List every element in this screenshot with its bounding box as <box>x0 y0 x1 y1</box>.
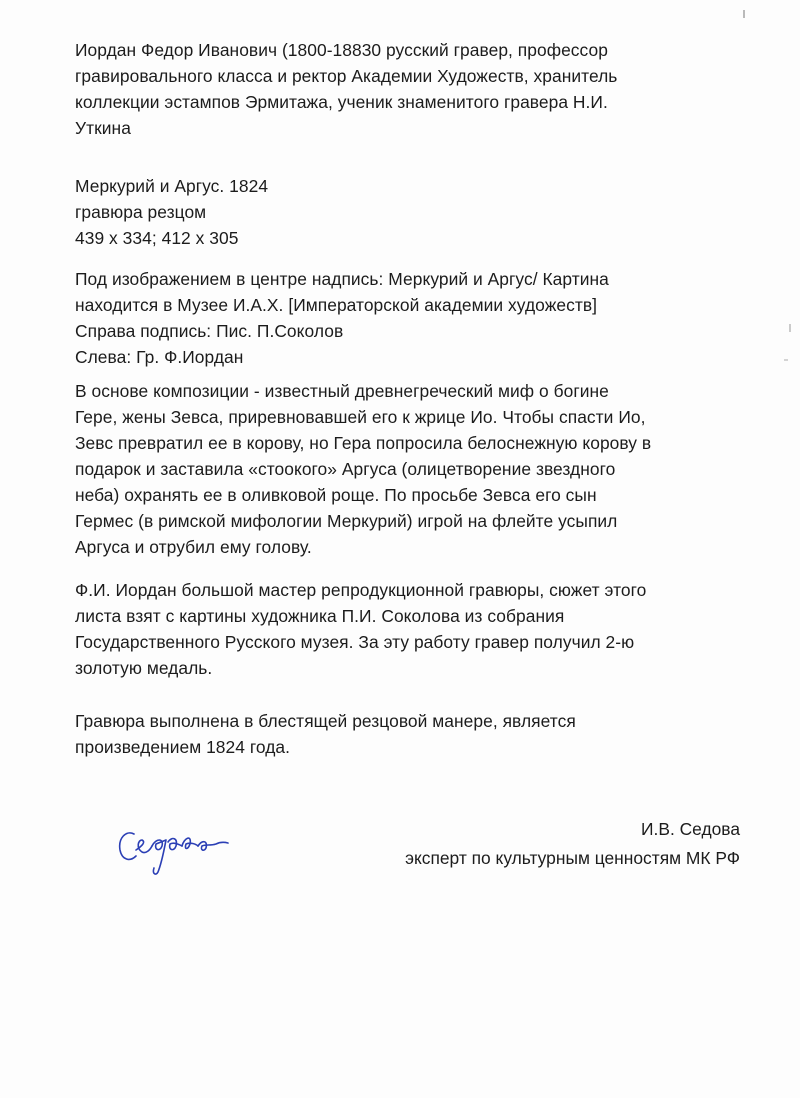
myth-line-5: неба) охранять ее в оливковой роще. По просьбе Зевса его сын <box>75 485 597 505</box>
myth-line-1: В основе композиции - известный древнегреческий миф о богине <box>75 381 609 401</box>
inscription-line-2: находится в Музее И.А.Х. [Императорской академии художеств] <box>75 295 598 315</box>
inscription-line-4: Слева: Гр. Ф.Иордан <box>75 347 244 367</box>
master-line-1: Ф.И. Иордан большой мастер репродукционной гравюры, сюжет этого <box>75 580 647 600</box>
handwritten-signature <box>112 820 232 880</box>
myth-line-4: подарок и заставила «стоокого» Аргуса (олицетворение звездного <box>75 459 616 479</box>
header-line-3: коллекции эстампов Эрмитажа, ученик знаменитого гравера Н.И. <box>75 92 608 112</box>
inscription-line-3: Справа подпись: Пис. П.Соколов <box>75 321 344 341</box>
master-line-3: Государственного Русского музея. За эту работу гравер получил 2-ю <box>75 632 635 652</box>
expert-title: эксперт по культурным ценностям МК РФ <box>405 848 740 868</box>
header-line-4: Уткина <box>75 118 131 138</box>
conclusion-line-2: произведением 1824 года. <box>75 737 290 757</box>
work-technique: гравюра резцом <box>75 202 207 222</box>
myth-line-3: Зевс превратил ее в корову, но Гера попросила белоснежную корову в <box>75 433 652 453</box>
master-line-2: листа взят с картины художника П.И. Соколова из собрания <box>75 606 565 626</box>
scan-edge-mark <box>770 320 800 400</box>
inscription-line-1: Под изображением в центре надпись: Меркурий и Аргус/ Картина <box>75 269 609 289</box>
scan-edge-mark <box>740 0 800 30</box>
myth-line-6: Гермес (в римской мифологии Меркурий) игрой на флейте усыпил <box>75 511 618 531</box>
master-line-4: золотую медаль. <box>75 658 213 678</box>
conclusion-line-1: Гравюра выполнена в блестящей резцовой манере, является <box>75 711 576 731</box>
work-dimensions: 439 х 334; 412 х 305 <box>75 228 239 248</box>
header-line-2: гравировального класса и ректор Академии Художеств, хранитель <box>75 66 618 86</box>
myth-line-7: Аргуса и отрубил ему голову. <box>75 537 312 557</box>
expert-name: И.В. Седова <box>641 819 740 839</box>
myth-line-2: Гере, жены Зевса, приревновавшей его к жрице Ио. Чтобы спасти Ио, <box>75 407 646 427</box>
work-title: Меркурий и Аргус. 1824 <box>75 176 269 196</box>
header-line-1: Иордан Федор Иванович (1800-18830 русский гравер, профессор <box>75 40 608 60</box>
